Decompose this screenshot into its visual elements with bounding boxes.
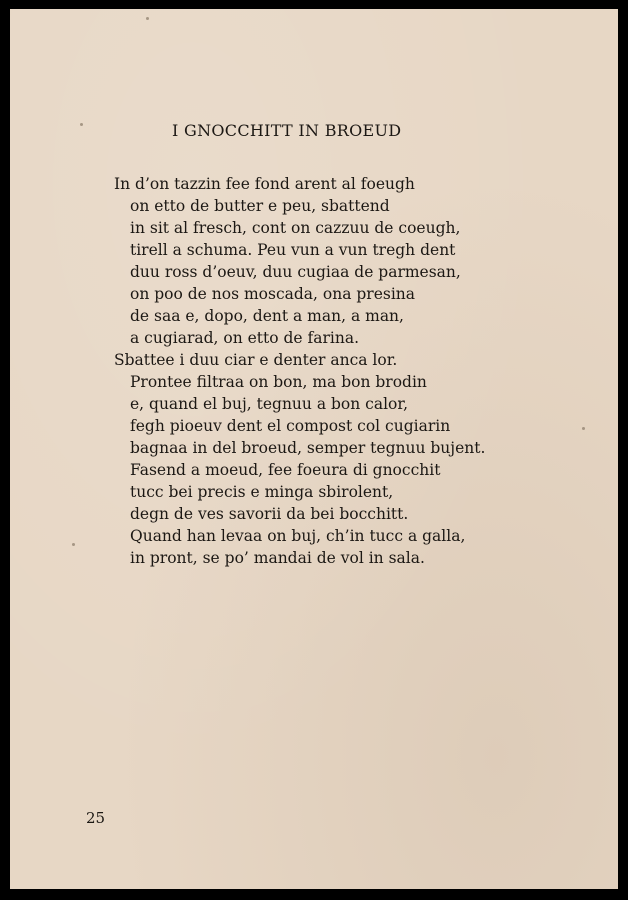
poem-line: In d’on tazzin fee fond arent al foeugh [114, 175, 415, 193]
poem-line: in pront, se po’ mandai de vol in sala. [130, 549, 425, 567]
poem-line: tirell a schuma. Peu vun a vun tregh dent [130, 241, 456, 259]
poem-line: in sit al fresch, cont on cazzuu de coeugh, [130, 219, 461, 237]
poem-line: on etto de butter e peu, sbattend [130, 197, 390, 215]
poem-line: duu ross d’oeuv, duu cugiaa de parmesan, [130, 263, 461, 281]
poem-line: on poo de nos moscada, ona presina [130, 285, 416, 303]
paper-speck [72, 543, 75, 546]
poem-title: I GNOCCHITT IN BROEUD [172, 121, 402, 140]
paper-speck [146, 17, 149, 20]
paper-speck [80, 123, 83, 126]
poem-line: e, quand el buj, tegnuu a bon calor, [130, 395, 409, 413]
poem-line: Sbattee i duu ciar e denter anca lor. [114, 351, 398, 369]
book-page [10, 9, 618, 889]
poem-line: a cugiarad, on etto de farina. [130, 329, 360, 347]
poem-line: degn de ves savorii da bei bocchitt. [130, 505, 409, 523]
poem-line: Quand han levaa on buj, ch’in tucc a galla, [130, 527, 466, 545]
page-number: 25 [86, 809, 106, 827]
poem-line: bagnaa in del broeud, semper tegnuu bujent. [130, 439, 486, 457]
poem-body [114, 173, 485, 569]
poem-line: de saa e, dopo, dent a man, a man, [130, 307, 404, 325]
poem-line: Fasend a moeud, fee foeura di gnocchit [130, 461, 441, 479]
poem-line: fegh pioeuv dent el compost col cugiarin [130, 417, 451, 435]
poem-line: Prontee filtraa on bon, ma bon brodin [130, 373, 427, 391]
poem-line: tucc bei precis e minga sbirolent, [130, 483, 394, 501]
paper-speck [582, 427, 585, 430]
